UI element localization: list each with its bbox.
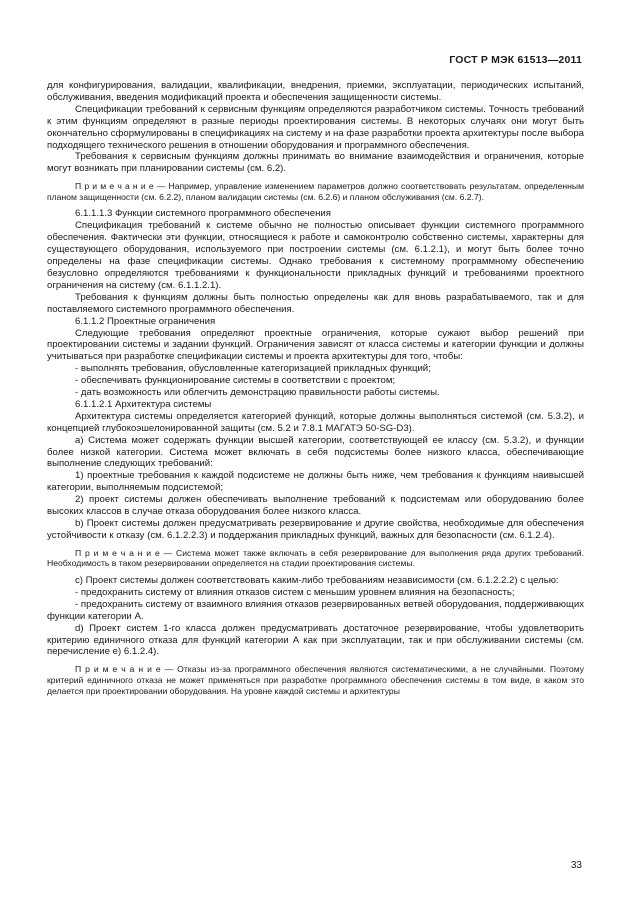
page-body (47, 80, 584, 702)
list-item: - обеспечивать функционирование системы в соответствии с проектом; (75, 375, 396, 387)
note: П р и м е ч а н и е — Система может также включать в себя резервирование для выполнения ряда других требований. Необходимость в таком резервировании определяется на стадии проектирования системы. (47, 547, 584, 569)
list-item: 1) проектные требования к каждой подсистеме не должны быть ниже, чем требования к функциям наивысшей категории, выполняемым подсистемой; (47, 470, 584, 494)
paragraph: Требования к функциям должны быть полностью определены как для вновь разрабатываемого, так и для поставляемого системного программного обеспечения. (47, 291, 584, 315)
note: П р и м е ч а н и е — Например, управление изменением параметров должно соответствовать результатам, определенным планом защищенности (см. 6.2.2), планом валидации системы (см. 6.2.6) и планом обслуживания (см. 6.2.7). (47, 181, 584, 202)
page-number: 33 (570, 860, 582, 871)
note: П р и м е ч а н и е — Отказы из-за программного обеспечения являются систематическими, а не случайными. Поэтому критерий единичного отказа не может применяться при разработке программного обеспечения системы в том виде, в каком это делается при проектировании оборудования. На уровне каждой системы и архитектуры (47, 664, 584, 696)
list-item: a) Система может содержать функции высшей категории, соответствующей ее классу (см. 5.3.2), и функции более низкой категории. Система может включать в себя подсистемы более низкого класса, обеспечивающие выполнение следующих требований: (47, 434, 584, 470)
paragraph: Спецификации требований к сервисным функциям определяются разработчиком системы. Точность требований к этим функциям определяют в разные периоды проектирования системы. В некоторых случаях они могут быть окончательно сформулированы в спецификациях на систему и на фазе разработки проекта архитектуры после выбора подходящего технического решения в отношении оборудования и программного обеспечения. (47, 103, 584, 151)
list-item: - дать возможность или облегчить демонстрацию правильности работы системы. (75, 387, 440, 399)
paragraph: Следующие требования определяют проектные ограничения, которые сужают выбор решений при проектировании системы и задании функций. Ограничения зависят от класса системы и категории функции и должны учитываться при разработке спецификации системы и проекта архитектуры для того, чтобы: (47, 327, 584, 363)
paragraph: Спецификация требований к системе обычно не полностью описывает функции системного программного обеспечения. Фактически эти функции, относящиеся к работе и самоконтролю собственно системы, характерны для существующего оборудования, используемого при построении системы (см. 6.1.2.1), и могут быть более точно определены на фазе спецификации системы. Однако требования к системному программному обеспечению безусловно определяются требованиями к функциональности прикладных функций и требованиями проектного ограничения на систему (см. 6.1.1.2.1). (47, 220, 584, 291)
section-heading: 6.1.1.2.1 Архитектура системы (75, 398, 212, 410)
section-heading: 6.1.1.2 Проектные ограничения (75, 315, 216, 327)
paragraph: для конфигурирования, валидации, квалификации, внедрения, приемки, эксплуатации, периодических испытаний, обслуживания, введения модификаций проекта и обеспечения защищенности системы. (47, 80, 584, 103)
list-item: - предохранить систему от влияния отказов систем с меньшим уровнем влияния на безопасность; (75, 586, 515, 598)
document-id-header: ГОСТ Р МЭК 61513—2011 (449, 54, 582, 66)
list-item: b) Проект системы должен предусматривать резервирование и другие свойства, необходимые для обеспечения устойчивости к отказу (см. 6.1.2.2.3) и поддержания прикладных функций, важных для безопасности (см. 6.1.2.4). (47, 518, 584, 541)
paragraph: Требования к сервисным функциям должны принимать во внимание взаимодействия и ограничения, которые могут возникать при планировании системы (см. 6.2). (47, 151, 584, 175)
list-item: 2) проект системы должен обеспечивать выполнение требований к подсистемам или оборудованию более высоких классов в случае отказа оборудования более низкого класса. (47, 494, 584, 518)
paragraph: Архитектура системы определяется категорией функций, которые должны выполняться системой (см. 5.3.2), и концепцией глубокоэшелонированной защиты (см. 5.2 и 7.8.1 МАГАТЭ 50-SG-D3). (47, 410, 584, 434)
list-item: d) Проект систем 1-го класса должен предусматривать достаточное резервирование, чтобы удовлетворить критерию единичного отказа для функций категории А как при эксплуатации, так и при обслуживании системы (см. перечисление е) 6.1.2.4). (47, 622, 584, 658)
list-item: c) Проект системы должен соответствовать каким-либо требованиям независимости (см. 6.1.2.2.2) с целью: (75, 575, 559, 586)
list-item: - предохранить систему от взаимного влияния отказов резервированных ветвей оборудования, поддерживающих функции категории А. (47, 598, 584, 622)
list-item: - выполнять требования, обусловленные категоризацией прикладных функций; (75, 363, 431, 375)
section-heading: 6.1.1.1.3 Функции системного программного обеспечения (75, 208, 331, 220)
